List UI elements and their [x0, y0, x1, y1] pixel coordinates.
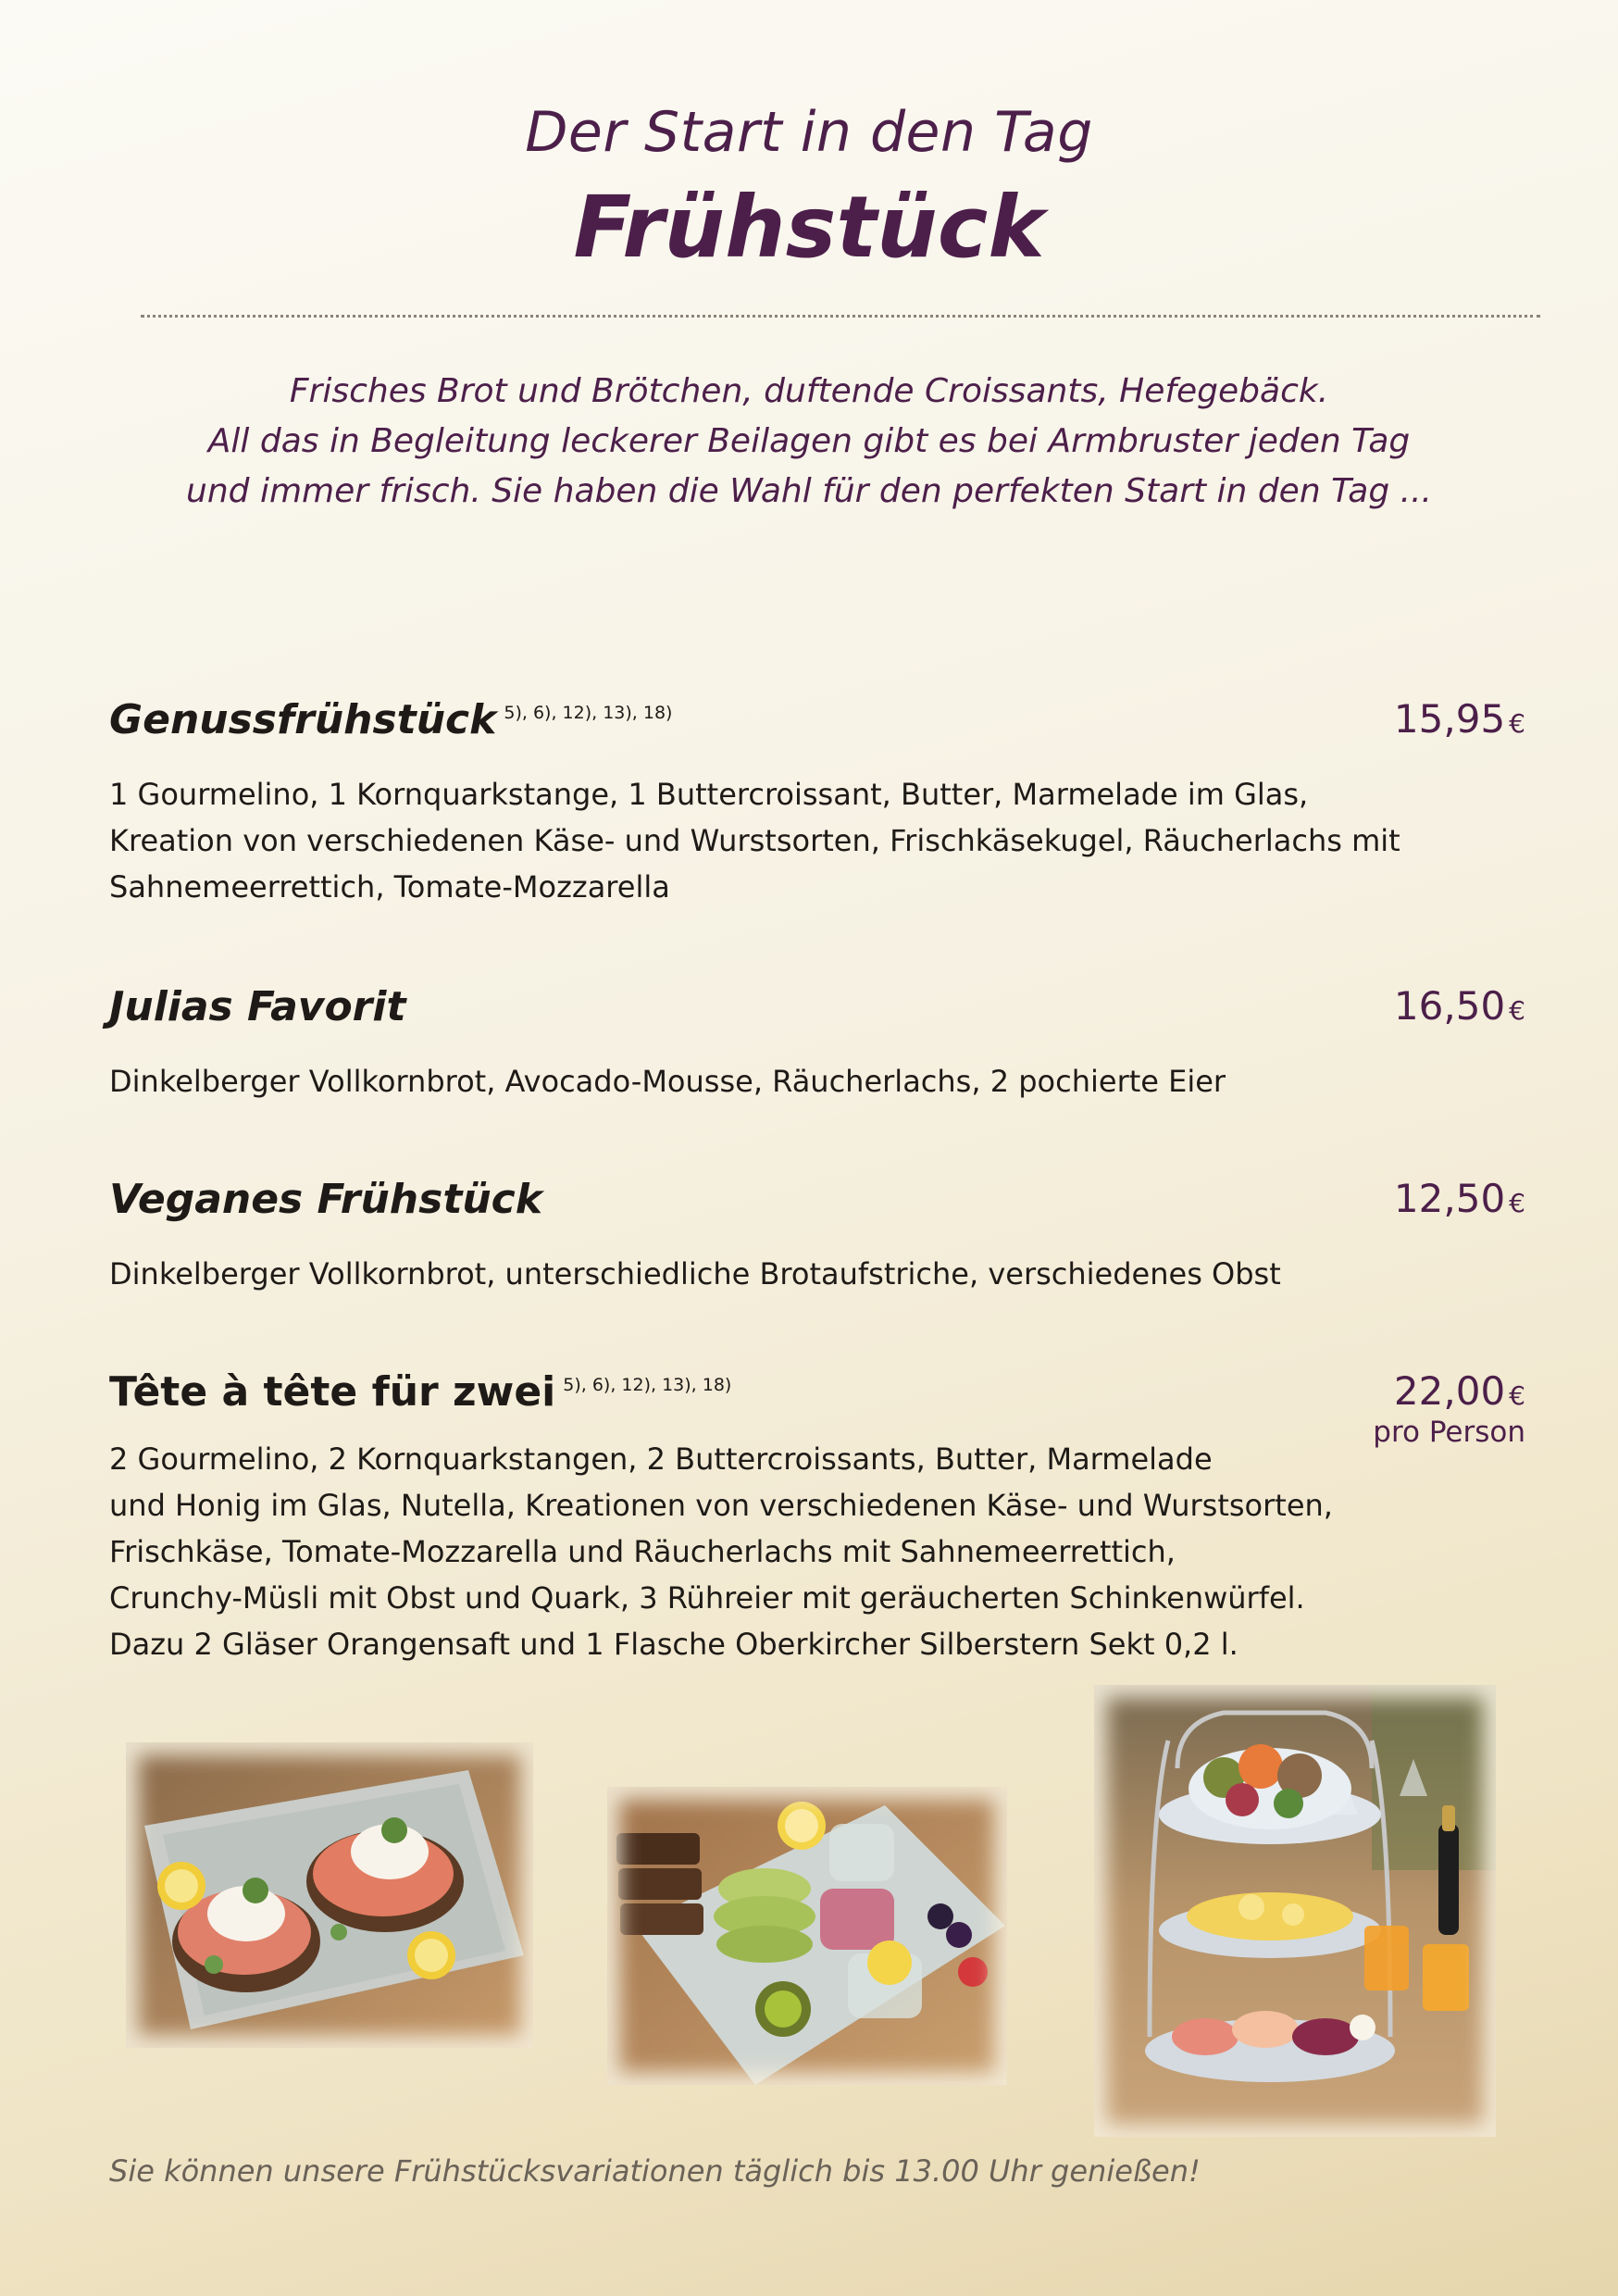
item-description: Dinkelberger Vollkornbrot, Avocado-Mousse, Räucherlachs, 2 pochierte Eier — [109, 1064, 1226, 1099]
item-description: 2 Gourmelino, 2 Kornquarkstangen, 2 Buttercroissants, Butter, Marmelade und Honig im Glas, Nutella, Kreationen von verschiedenen Käse- und Wurstsorten, Frischkäse, Tomate-Mozzarella und Räucherlachs mit Sahnemeerrettich, Crunchy-Müsli mit Obst und Quark, 3 Rühreier mit geräucherten Schinkenwürfel. Dazu 2 Gläser Orangensaft und 1 Flasche Oberkircher Silberstern Sekt 0,2 l. — [109, 1441, 1333, 1662]
item-price: 22,00 € pro Person — [1373, 1368, 1525, 1449]
menu-item-veganes-fruehstueck — [109, 1176, 1525, 1297]
menu-item-tete-a-tete — [109, 1368, 1525, 1667]
intro-line: All das in Begleitung leckerer Beilagen gibt es bei Armbruster jeden Tag — [207, 422, 1411, 460]
item-name: Julias Favorit — [109, 983, 406, 1030]
intro-line: Frisches Brot und Brötchen, duftende Croissants, Hefegebäck. — [289, 372, 1329, 410]
item-price: 16,50 € — [1393, 983, 1525, 1029]
item-name: Tête à tête für zwei $^{5), 6), 12), 13), 18)}$ — [109, 1368, 732, 1416]
photo-avocado-board — [607, 1787, 1007, 2085]
footer-note: Sie können unsere Frühstücksvariationen täglich bis 13.00 Uhr genießen! — [109, 2153, 1201, 2189]
intro-line: und immer frisch. Sie haben die Wahl für den perfekten Start in den Tag ... — [186, 472, 1432, 510]
allergen-codes: 5), 6), 12), 13), 18) — [504, 703, 673, 724]
item-price: 12,50 € — [1393, 1176, 1525, 1221]
menu-title: Frühstück — [573, 178, 1045, 277]
menu-subtitle: Der Start in den Tag — [525, 100, 1093, 165]
menu-item-julias-favorit — [109, 983, 1525, 1104]
item-name: Veganes Frühstück — [109, 1176, 543, 1223]
photo-etagere-tower — [1094, 1685, 1496, 2137]
item-description: 1 Gourmelino, 1 Kornquarkstange, 1 Buttercroissant, Butter, Marmelade im Glas, Kreation von verschiedenen Käse- und Wurstsorten, Frischkäsekugel, Räucherlachs mit Sahnemeerrettich, Tomate-Mozzarella — [109, 777, 1400, 905]
price-note: pro Person — [1373, 1416, 1525, 1449]
menu-item-genussfruehstueck — [109, 696, 1525, 910]
intro-text — [167, 367, 1451, 517]
item-name: Genussfrühstück $^{5), 6), 12), 13), 18)}$ — [109, 696, 673, 743]
dotted-divider — [141, 315, 1540, 318]
item-description: Dinkelberger Vollkornbrot, unterschiedliche Brotaufstriche, verschiedenes Obst — [109, 1256, 1281, 1292]
item-price: 15,95 € — [1393, 696, 1525, 742]
photo-salmon-toast — [126, 1742, 533, 2048]
allergen-codes: 5), 6), 12), 13), 18) — [563, 1375, 732, 1396]
